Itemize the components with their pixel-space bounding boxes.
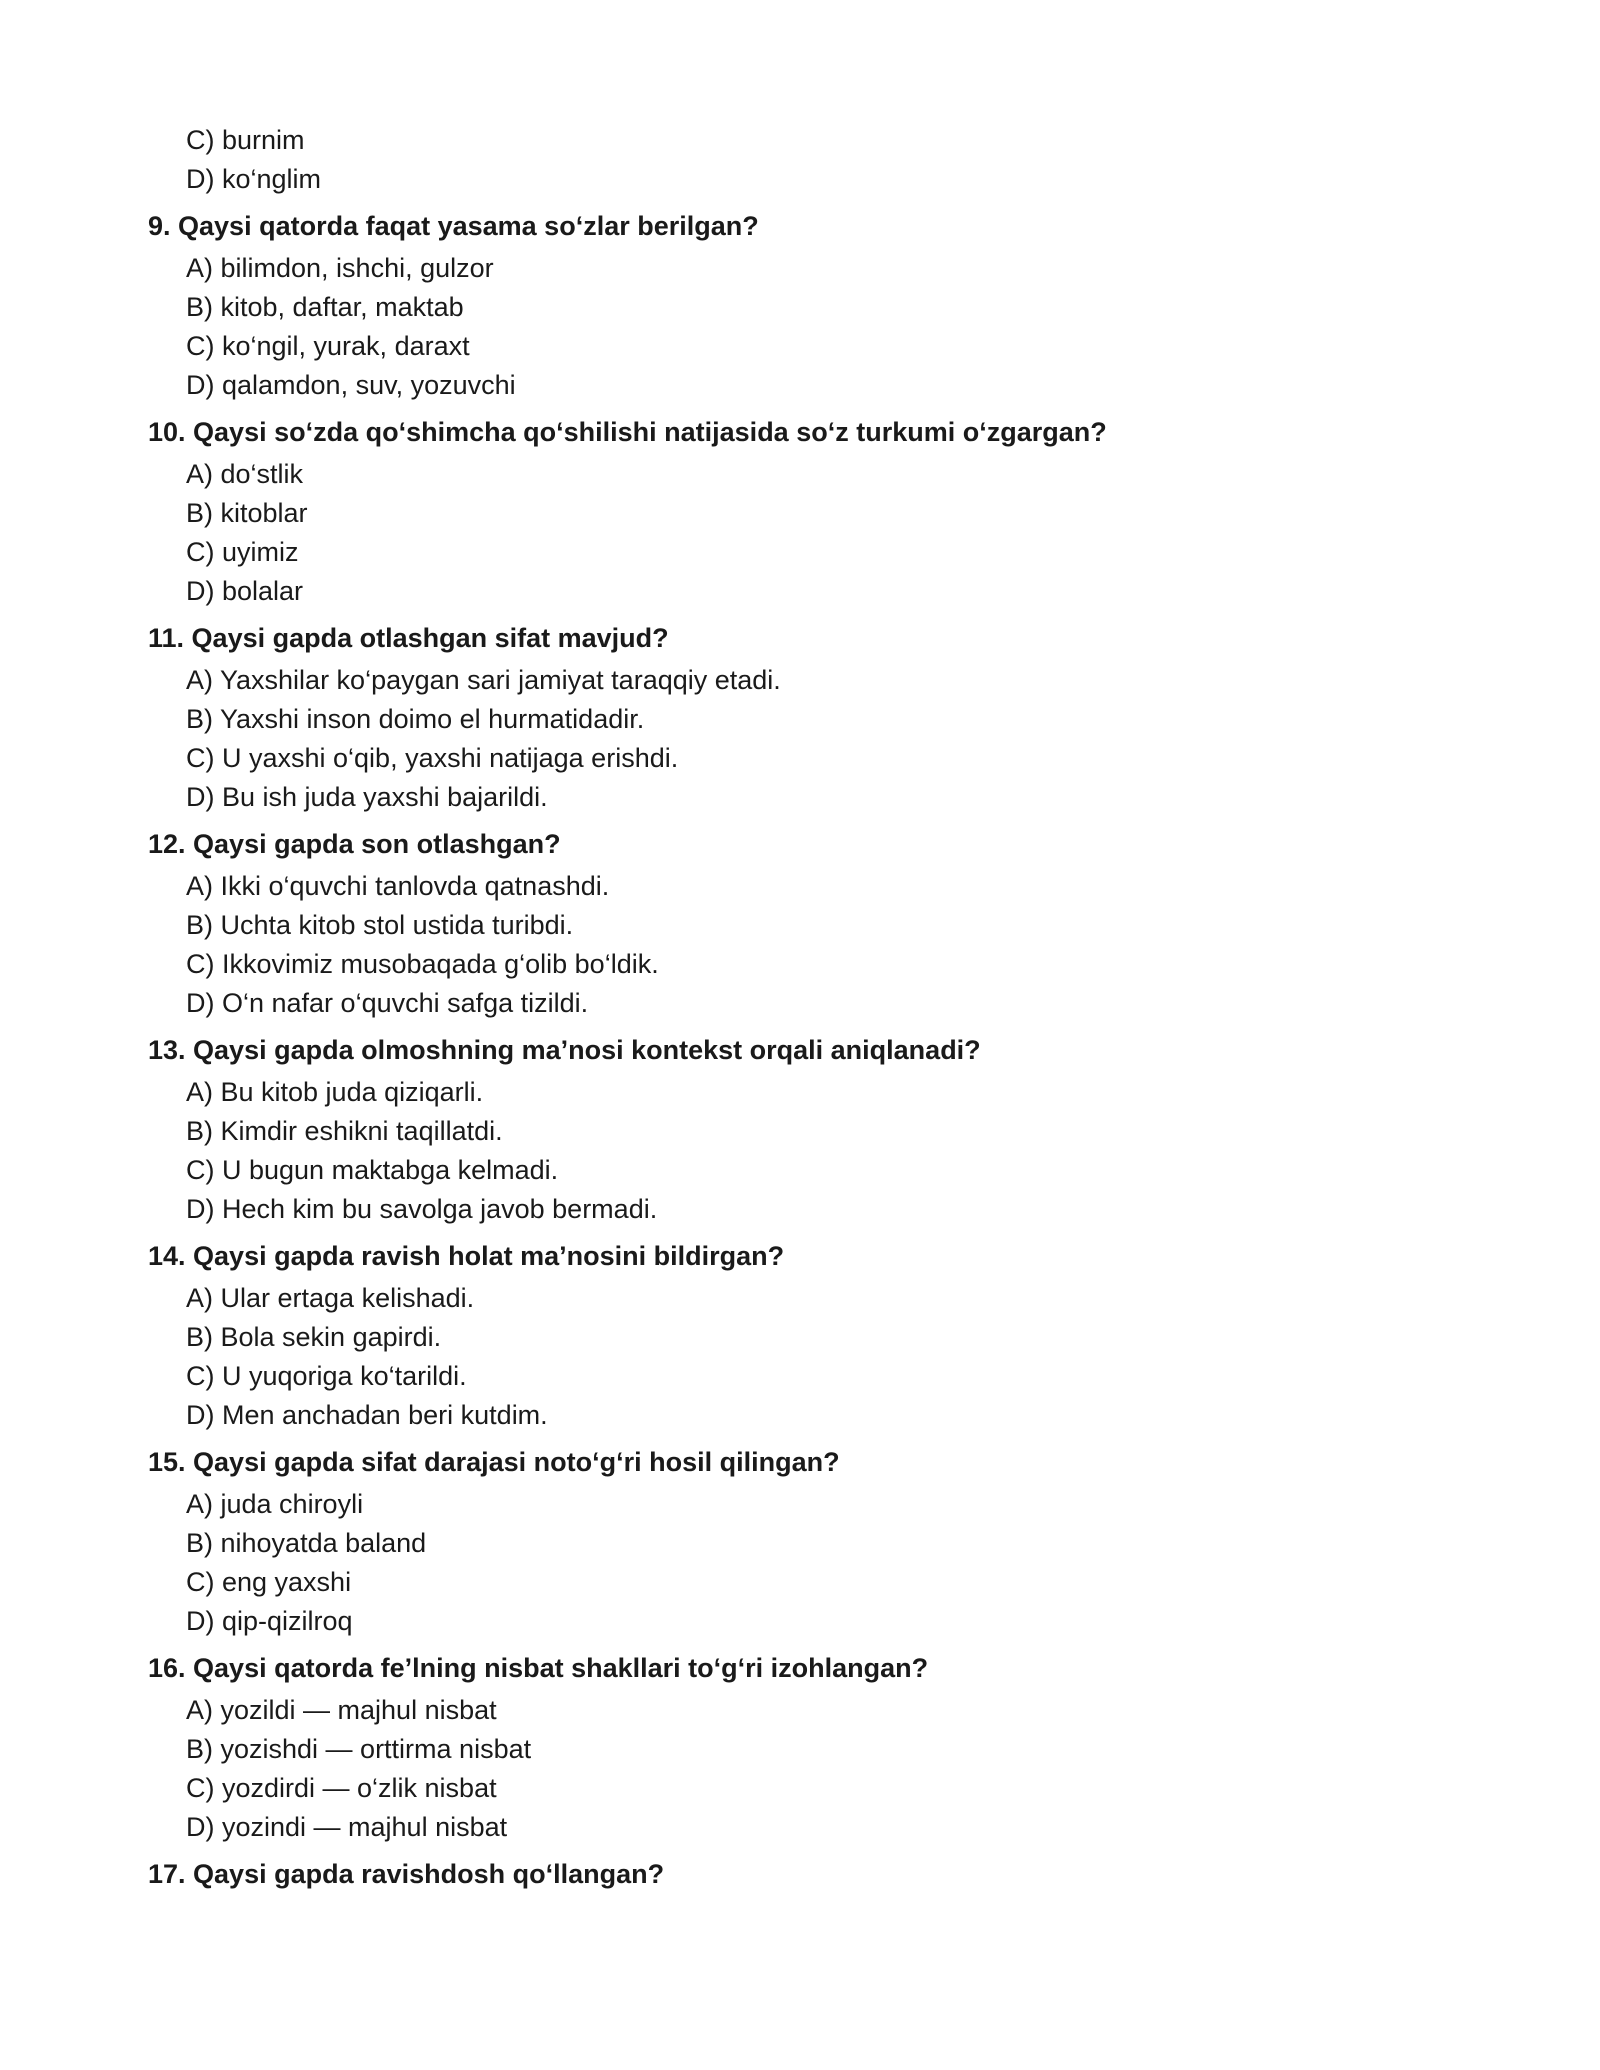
answer-option: B) Uchta kitob stol ustida turibdi. <box>186 910 574 940</box>
answer-option: C) burnim <box>186 125 305 155</box>
answer-option: B) kitob, daftar, maktab <box>186 292 464 322</box>
question-text: 10. Qaysi so‘zda qo‘shimcha qo‘shilishi natijasida so‘z turkumi o‘zgargan? <box>148 417 1107 447</box>
answer-option: D) Hech kim bu savolga javob bermadi. <box>186 1194 658 1224</box>
answer-options <box>148 1485 1448 1641</box>
answer-options <box>148 249 1448 405</box>
question-block <box>148 1237 1448 1435</box>
answer-option: B) kitoblar <box>186 498 308 528</box>
answer-option: C) eng yaxshi <box>186 1567 352 1597</box>
question-block <box>148 1031 1448 1229</box>
answer-option: B) Yaxshi inson doimo el hurmatidadir. <box>186 704 645 734</box>
answer-option: A) Bu kitob juda qiziqarli. <box>186 1077 484 1107</box>
question-block <box>148 1443 1448 1641</box>
answer-option: A) Yaxshilar ko‘paygan sari jamiyat taraqqiy etadi. <box>186 665 781 695</box>
answer-option: A) bilimdon, ishchi, gulzor <box>186 253 494 283</box>
question-text: 11. Qaysi gapda otlashgan sifat mavjud? <box>148 623 669 653</box>
question-block <box>148 1855 1448 1894</box>
answer-options <box>148 1691 1448 1847</box>
answer-option: D) qip-qizilroq <box>186 1606 353 1636</box>
answer-option: B) nihoyatda baland <box>186 1528 427 1558</box>
carryover-options <box>148 121 1448 199</box>
answer-option: B) Bola sekin gapirdi. <box>186 1322 442 1352</box>
answer-option: D) yozindi — majhul nisbat <box>186 1812 508 1842</box>
answer-option: C) yozdirdi — o‘zlik nisbat <box>186 1773 497 1803</box>
question-text: 9. Qaysi qatorda faqat yasama so‘zlar berilgan? <box>148 211 759 241</box>
answer-option: D) Men anchadan beri kutdim. <box>186 1400 548 1430</box>
answer-option: A) do‘stlik <box>186 459 304 489</box>
answer-option: C) Ikkovimiz musobaqada g‘olib bo‘ldik. <box>186 949 659 979</box>
answer-option: D) O‘n nafar o‘quvchi safga tizildi. <box>186 988 589 1018</box>
answer-option: C) U yaxshi o‘qib, yaxshi natijaga erishdi. <box>186 743 679 773</box>
answer-option: C) uyimiz <box>186 537 299 567</box>
answer-option: B) yozishdi — orttirma nisbat <box>186 1734 532 1764</box>
question-block <box>148 619 1448 817</box>
question-block <box>148 1649 1448 1847</box>
answer-option: A) Ular ertaga kelishadi. <box>186 1283 475 1313</box>
question-text: 16. Qaysi qatorda fe’lning nisbat shakllari to‘g‘ri izohlangan? <box>148 1653 929 1683</box>
answer-option: A) yozildi — majhul nisbat <box>186 1695 497 1725</box>
answer-options <box>148 455 1448 611</box>
question-list <box>148 207 1448 1894</box>
question-text: 14. Qaysi gapda ravish holat ma’nosini bildirgan? <box>148 1241 785 1271</box>
answer-option: D) bolalar <box>186 576 304 606</box>
question-text: 17. Qaysi gapda ravishdosh qo‘llangan? <box>148 1859 665 1889</box>
answer-option: D) qalamdon, suv, yozuvchi <box>186 370 516 400</box>
question-text: 12. Qaysi gapda son otlashgan? <box>148 829 561 859</box>
question-text: 13. Qaysi gapda olmoshning ma’nosi kontekst orqali aniqlanadi? <box>148 1035 981 1065</box>
question-text: 15. Qaysi gapda sifat darajasi noto‘g‘ri hosil qilingan? <box>148 1447 840 1477</box>
answer-options <box>148 1073 1448 1229</box>
answer-option: C) U bugun maktabga kelmadi. <box>186 1155 559 1185</box>
question-block <box>148 413 1448 611</box>
answer-options <box>148 867 1448 1023</box>
answer-option: D) Bu ish juda yaxshi bajarildi. <box>186 782 548 812</box>
answer-option: A) Ikki o‘quvchi tanlovda qatnashdi. <box>186 871 610 901</box>
answer-option: C) ko‘ngil, yurak, daraxt <box>186 331 470 361</box>
answer-options <box>148 1279 1448 1435</box>
page-content <box>148 121 1448 1897</box>
answer-options <box>148 661 1448 817</box>
answer-option: C) U yuqoriga ko‘tarildi. <box>186 1361 467 1391</box>
question-block <box>148 825 1448 1023</box>
question-block <box>148 207 1448 405</box>
answer-option: B) Kimdir eshikni taqillatdi. <box>186 1116 503 1146</box>
answer-option: A) juda chiroyli <box>186 1489 364 1519</box>
answer-option: D) ko‘nglim <box>186 164 322 194</box>
